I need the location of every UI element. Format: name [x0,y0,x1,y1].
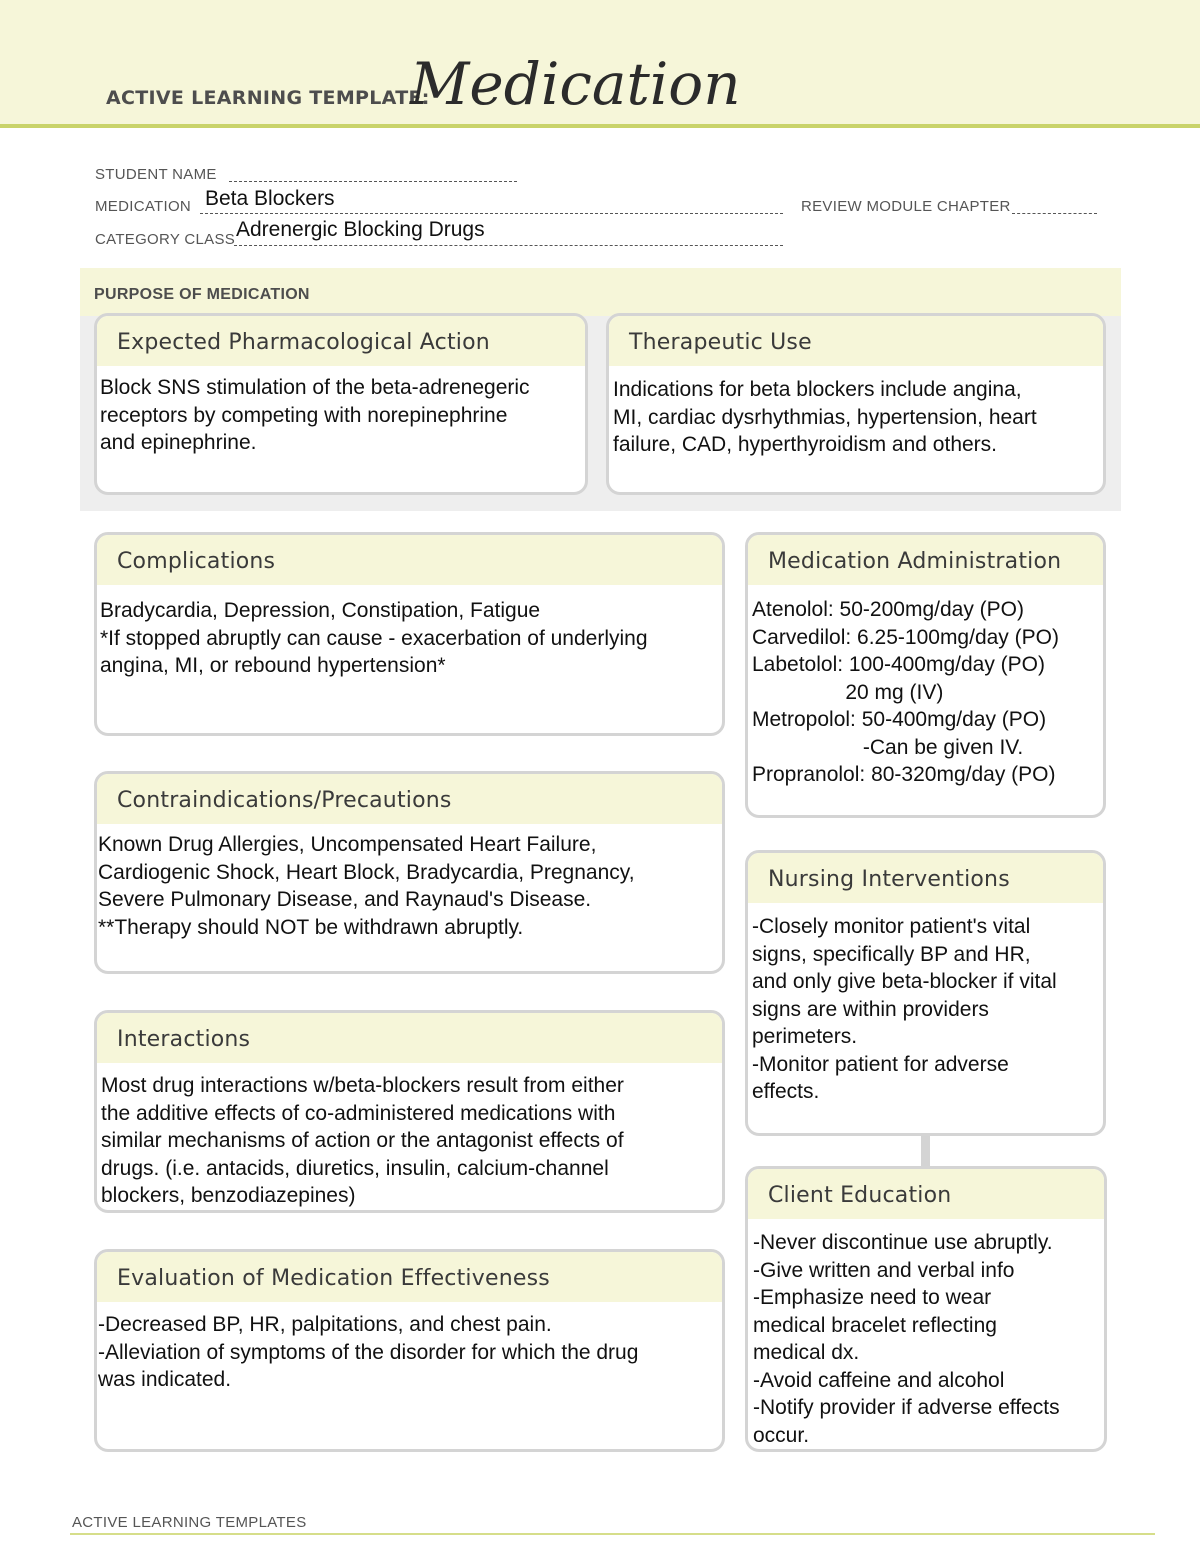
complications-text[interactable]: Bradycardia, Depression, Constipation, Fatigue *If stopped abruptly can cause - exacerbation of underlying angina, MI, or rebound hypertension* [100,599,648,677]
contraindications-card [94,771,725,974]
card-title: Evaluation of Medication Effectiveness [117,1266,550,1291]
expected-action-text[interactable]: Block SNS stimulation of the beta-adrenegeric receptors by competing with norepinephrine and epinephrine. [100,376,530,454]
expected-action-card [94,313,588,495]
interactions-text[interactable]: Most drug interactions w/beta-blockers result from either the additive effects of co-administered medications with similar mechanisms of action or the antagonist effects of drugs. (i.e. antacids, diuretics, insulin, calcium-channel blockers, benzodiazepines) [101,1074,624,1207]
footer-text: ACTIVE LEARNING TEMPLATES [72,1514,307,1531]
card-title: Contraindications/Precautions [117,788,452,813]
review-chapter-label: REVIEW MODULE CHAPTER [801,198,1011,215]
medication-field[interactable]: Beta Blockers [205,187,335,210]
nursing-interventions-card [745,850,1106,1136]
contraindications-text[interactable]: Known Drug Allergies, Uncompensated Heart Failure, Cardiogenic Shock, Heart Block, Bradycardia, Pregnancy, Severe Pulmonary Disease, and Raynaud's Disease. **Therapy should NOT be withdrawn abruptly. [98,833,635,939]
student-name-line [229,181,517,182]
medication-label: MEDICATION [95,198,192,215]
card-title: Complications [117,549,276,574]
complications-card [94,532,725,736]
medication-line [200,213,783,214]
card-title: Interactions [117,1027,251,1052]
client-education-card [745,1166,1107,1452]
card-title: Expected Pharmacological Action [117,330,490,355]
nursing-interventions-text[interactable]: -Closely monitor patient's vital signs, specifically BP and HR, and only give beta-blocker if vital signs are within providers perimeters. -Monitor patient for adverse effects. [752,915,1057,1103]
card-title: Nursing Interventions [768,867,1010,892]
therapeutic-use-card [606,313,1106,495]
administration-card [745,532,1106,818]
administration-text[interactable]: Atenolol: 50-200mg/day (PO) Carvedilol: 6.25-100mg/day (PO) Labetolol: 100-400mg/day (PO) 20 mg (IV) Metropolol: 50-400mg/day (PO) -Can be given IV. Propranolol: 80-320mg/day (PO) [752,598,1059,786]
page-title: Medication [410,50,741,118]
template-label: ACTIVE LEARNING TEMPLATE: [106,87,430,109]
therapeutic-use-text[interactable]: Indications for beta blockers include angina, MI, cardiac dysrhythmias, hypertension, heart failure, CAD, hyperthyroidism and others. [613,378,1037,456]
evaluation-card [94,1249,725,1452]
category-field[interactable]: Adrenergic Blocking Drugs [236,218,485,241]
evaluation-text[interactable]: -Decreased BP, HR, palpitations, and chest pain. -Alleviation of symptoms of the disorder for which the drug was indicated. [98,1313,639,1391]
client-education-text[interactable]: -Never discontinue use abruptly. -Give written and verbal info -Emphasize need to wear medical bracelet reflecting medical dx. -Avoid caffeine and alcohol -Notify provider if adverse effects occur. [753,1231,1060,1447]
connector-bar [921,1134,930,1168]
card-title: Therapeutic Use [629,330,812,355]
interactions-card [94,1010,725,1213]
review-chapter-line [1012,213,1097,214]
category-line [234,245,783,246]
purpose-title: PURPOSE OF MEDICATION [94,286,310,303]
category-label: CATEGORY CLASS [95,231,236,248]
card-title: Client Education [768,1183,952,1208]
student-name-label: STUDENT NAME [95,166,217,183]
card-title: Medication Administration [768,549,1062,574]
footer-divider [70,1533,1155,1535]
